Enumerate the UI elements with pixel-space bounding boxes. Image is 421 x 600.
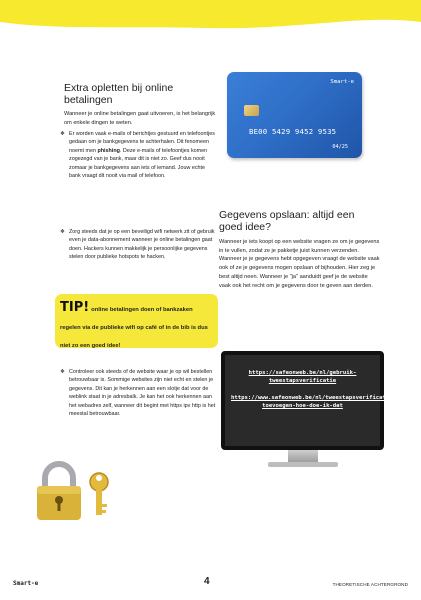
bullet-website-check — [60, 368, 218, 418]
link-add-two-step-verification[interactable]: https://www.safeonweb.be/nl/tweestapsverificatie-toevoegen-hoe-doe-ik-dat — [231, 394, 397, 410]
bullet-text: Controleer ook steeds of de website waar je op wil bestellen betrouwbaar is. Sommige websites zijn niet echt en stelen je gegevens. Dit kan je herkennen aan een slotje dat voor de weblink staat in je adresbalk. Je kan het ook herkennen aan het webadres zelf, wanneer dit begint met https ipv http is het meestal betrouwbaar. — [69, 369, 216, 418]
tip-box — [55, 294, 218, 348]
bullet-text: Zorg steeds dat je op een beveiligd wifi netwerk zit of gebruik even je data-abonnement wanneer je online betalingen gaat doen. Hackers kunnen makkelijk je persoonlijke gegevens stelen door publieke hotspots te hacken. — [69, 229, 215, 261]
section-heading-saving-data: Gegevens opslaan: altijd een goed idee? — [219, 209, 355, 233]
bullet-phishing — [60, 130, 218, 180]
card-brand: Smart-e — [330, 79, 354, 85]
section-heading-online-payments: Extra opletten bij online betalingen — [64, 82, 174, 106]
footer-section-title: THEORETISCHE ACHTERGROND — [332, 582, 408, 587]
footer-brand: Smart-e — [13, 580, 39, 587]
monitor-illustration — [221, 351, 397, 476]
tip-label: TIP! — [60, 300, 90, 315]
saving-data-paragraph: Wanneer je iets koopt op een website vragen ze om je gegevens in te vullen, zodat ze je pakketje juist kunnen verzenden. Wanneer je je gegevens hebt opgegeven vraagt de website vaak ook of ze je gegevens mogen opslaan of bijhouden. Hier zeg je best altijd neen. Wanneer je "ja" aanduidt geef je de website vaak ook het recht om je gegevens door te geven aan derden. — [219, 239, 380, 289]
card-expiry: 04/25 — [332, 144, 348, 150]
credit-card-illustration — [227, 72, 362, 158]
page-number: 4 — [204, 576, 210, 587]
bullet-diamond-icon: ❖ — [60, 229, 65, 235]
monitor-base — [268, 462, 338, 467]
bullet-diamond-icon: ❖ — [60, 131, 65, 137]
phishing-term: phishing — [97, 147, 120, 154]
padlock-key-icon — [33, 458, 121, 524]
bullet-text: Er worden vaak e-mails of berichtjes gestuurd en telefoontjes gedaan om je bankgegevens te achterhalen. Dit fenomeen noemt men phishing. Deze e-mails of telefoontjes komen zogezegd van je bank, maar dit is niet zo. Geef dus nooit zomaar je bankgegevens aan iets of iemand. Jouw echte bank vraagt dit nooit via mail of telefoon. — [69, 131, 215, 180]
top-yellow-band — [0, 0, 421, 34]
card-chip-icon — [244, 105, 259, 116]
tip-text: online betalingen doen of bankzaken regelen via de publieke wifi op café of in de bib is dus niet zo een goed idee! — [60, 307, 208, 349]
monitor-screen — [221, 351, 397, 450]
link-two-step-verification[interactable]: https://safeonweb.be/nl/gebruik-tweestapsverificatie — [248, 370, 357, 385]
intro-paragraph: Wanneer je online betalingen gaat uitvoeren, is het belangrijk om enkele dingen te weten. — [64, 111, 216, 126]
bullet-diamond-icon: ❖ — [60, 369, 65, 375]
bullet-secure-wifi — [60, 228, 218, 262]
card-number: BE00 5429 9452 9535 — [249, 127, 337, 136]
